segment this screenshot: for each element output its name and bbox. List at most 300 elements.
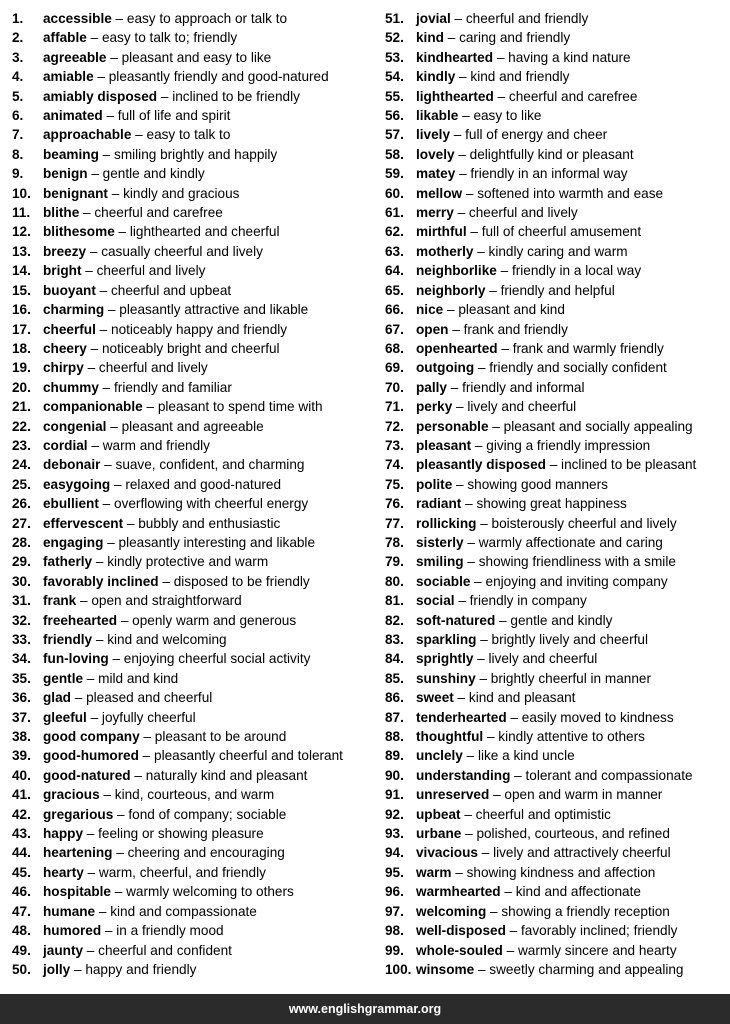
item-definition: – caring and friendly — [443, 30, 571, 46]
item-word: jaunty — [43, 942, 84, 958]
item-number: 95. — [385, 864, 404, 880]
item-word: accessible — [43, 11, 112, 26]
list-item — [12, 358, 364, 377]
item-word: merry — [416, 205, 454, 221]
item-definition: – pleasantly cheerful and tolerant — [138, 748, 343, 764]
item-word: breezy — [43, 243, 87, 259]
list-item — [12, 843, 364, 862]
item-definition: – enjoying and inviting company — [470, 573, 668, 589]
list-item — [12, 436, 364, 455]
list-item — [385, 591, 727, 610]
list-item — [12, 611, 364, 630]
list-item — [385, 378, 727, 397]
item-definition: – enjoying cheerful social activity — [108, 651, 311, 667]
item-definition: – kindly and gracious — [107, 185, 240, 201]
list-item — [385, 630, 727, 649]
item-definition: – kind and compassionate — [95, 903, 257, 919]
item-definition: – lively and attractively cheerful — [477, 845, 671, 861]
item-word: happy — [43, 826, 84, 842]
list-item — [385, 843, 727, 862]
item-word: unreserved — [416, 787, 490, 803]
list-item — [385, 145, 727, 164]
list-item — [12, 805, 364, 824]
list-item — [12, 766, 364, 785]
item-number: 90. — [385, 767, 404, 783]
item-word: lively — [416, 127, 451, 143]
item-number: 52. — [385, 30, 404, 46]
item-definition: – pleasant to be around — [139, 729, 287, 745]
item-definition: – easy to approach or talk to — [111, 11, 288, 26]
item-word: lighthearted — [416, 88, 494, 104]
item-word: buoyant — [43, 282, 96, 298]
item-word: radiant — [416, 496, 462, 512]
item-definition: – lively and cheerful — [452, 399, 577, 415]
item-definition: – showing kindness and affection — [451, 864, 656, 880]
item-word: pleasantly disposed — [416, 457, 546, 473]
item-word: sprightly — [416, 651, 474, 667]
item-definition: – smiling brightly and happily — [98, 146, 278, 162]
item-number: 91. — [385, 787, 404, 803]
item-number: 98. — [385, 923, 404, 939]
item-word: thoughtful — [416, 729, 484, 745]
item-number: 84. — [385, 651, 404, 667]
item-number: 27. — [12, 515, 31, 531]
item-number: 89. — [385, 748, 404, 764]
item-word: hospitable — [43, 884, 111, 900]
item-number: 85. — [385, 670, 404, 686]
item-word: freehearted — [43, 612, 118, 628]
item-number: 10. — [12, 185, 31, 201]
item-number: 1. — [12, 11, 24, 26]
item-word: amiably disposed — [43, 88, 158, 104]
item-number: 78. — [385, 534, 404, 550]
item-definition: – openly warm and generous — [117, 612, 297, 628]
item-number: 83. — [385, 632, 404, 647]
list-item — [12, 572, 364, 591]
item-number: 39. — [12, 748, 31, 764]
item-word: jovial — [416, 11, 451, 26]
item-definition: – open and straightforward — [76, 593, 242, 609]
item-definition: – inclined to be pleasant — [545, 457, 697, 473]
list-item — [385, 494, 727, 513]
item-number: 70. — [385, 379, 404, 395]
list-item — [385, 125, 727, 144]
item-number: 99. — [385, 942, 404, 958]
item-word: upbeat — [416, 806, 461, 822]
item-number: 24. — [12, 457, 31, 473]
item-definition: – kindly caring and warm — [473, 243, 628, 259]
item-word: chummy — [43, 379, 99, 395]
item-definition: – cheerful and lively — [453, 205, 578, 221]
item-number: 30. — [12, 573, 31, 589]
item-definition: – pleasant and kind — [443, 302, 565, 318]
list-item — [12, 746, 364, 765]
list-item — [385, 533, 727, 552]
item-word: easygoing — [43, 476, 111, 492]
list-item — [12, 727, 364, 746]
item-definition: – showing good manners — [452, 476, 608, 492]
item-number: 87. — [385, 709, 404, 725]
item-definition: – relaxed and good-natured — [110, 476, 282, 492]
item-word: sisterly — [416, 534, 464, 550]
item-word: cheery — [43, 340, 87, 356]
item-definition: – lively and cheerful — [473, 651, 598, 667]
item-word: good-natured — [43, 767, 131, 783]
item-definition: – friendly and socially confident — [474, 360, 667, 376]
list-item — [12, 902, 364, 921]
item-word: neighborlike — [416, 263, 497, 279]
item-number: 44. — [12, 845, 31, 861]
item-number: 4. — [12, 69, 24, 85]
item-definition: – noticeably bright and cheerful — [86, 340, 280, 356]
list-item — [385, 28, 727, 47]
item-word: gregarious — [43, 806, 114, 822]
list-item — [385, 785, 727, 804]
item-definition: – pleasantly attractive and likable — [104, 302, 309, 318]
item-word: pally — [416, 379, 447, 395]
item-definition: – gentle and kindly — [495, 612, 613, 628]
item-word: benign — [43, 166, 88, 182]
list-item — [12, 475, 364, 494]
item-definition: – kindly attentive to others — [483, 729, 645, 745]
item-definition: – warm and friendly — [87, 437, 210, 453]
list-item — [12, 688, 364, 707]
item-number: 2. — [12, 30, 24, 46]
item-definition: – warmly affectionate and caring — [463, 534, 663, 550]
item-definition: – in a friendly mood — [101, 923, 224, 939]
item-number: 75. — [385, 476, 404, 492]
item-number: 17. — [12, 321, 31, 337]
list-item — [12, 494, 364, 513]
list-item — [12, 630, 364, 649]
item-word: understanding — [416, 767, 511, 783]
left-column — [12, 9, 364, 979]
list-item — [385, 805, 727, 824]
list-item — [385, 106, 727, 125]
list-item — [385, 727, 727, 746]
item-definition: – gentle and kindly — [87, 166, 205, 182]
item-definition: – frank and warmly friendly — [497, 340, 664, 356]
list-item — [385, 649, 727, 668]
item-word: neighborly — [416, 282, 486, 298]
item-definition: – like a kind uncle — [462, 748, 575, 764]
item-word: sweet — [416, 690, 454, 706]
item-number: 80. — [385, 573, 404, 589]
item-word: approachable — [43, 127, 132, 143]
list-item — [12, 281, 364, 300]
item-number: 40. — [12, 767, 31, 783]
item-word: matey — [416, 166, 456, 182]
item-word: sociable — [416, 573, 471, 589]
item-number: 92. — [385, 806, 404, 822]
item-word: polite — [416, 476, 453, 492]
item-number: 29. — [12, 554, 31, 570]
item-definition: – feeling or showing pleasure — [83, 826, 264, 842]
item-word: humane — [43, 903, 96, 919]
item-word: tenderhearted — [416, 709, 507, 725]
item-definition: – having a kind nature — [493, 49, 631, 65]
item-word: nice — [416, 302, 444, 318]
item-word: warmhearted — [416, 884, 501, 900]
list-item — [12, 222, 364, 241]
list-item — [12, 533, 364, 552]
item-definition: – delightfully kind or pleasant — [454, 146, 634, 162]
list-item — [12, 514, 364, 533]
item-definition: – kind and affectionate — [500, 884, 641, 900]
item-number: 88. — [385, 729, 404, 745]
item-word: vivacious — [416, 845, 478, 861]
item-definition: – pleasant and agreeable — [106, 418, 264, 434]
item-word: beaming — [43, 146, 99, 162]
item-number: 74. — [385, 457, 404, 473]
item-word: lovely — [416, 146, 455, 162]
item-number: 77. — [385, 515, 404, 531]
list-item — [385, 203, 727, 222]
list-item — [385, 766, 727, 785]
item-word: jolly — [43, 961, 71, 977]
list-item — [385, 222, 727, 241]
item-number: 63. — [385, 243, 404, 259]
item-number: 37. — [12, 709, 31, 725]
item-definition: – kind and pleasant — [453, 690, 576, 706]
item-number: 76. — [385, 496, 404, 512]
list-item — [12, 300, 364, 319]
list-item — [12, 378, 364, 397]
item-word: animated — [43, 108, 103, 124]
item-number: 94. — [385, 845, 404, 861]
list-item — [385, 358, 727, 377]
item-word: ebullient — [43, 496, 99, 512]
item-definition: – giving a friendly impression — [471, 437, 651, 453]
item-word: gracious — [43, 787, 100, 803]
item-definition: – bubbly and enthusiastic — [123, 515, 281, 531]
item-word: motherly — [416, 243, 474, 259]
list-item — [12, 9, 364, 28]
item-definition: – warm, cheerful, and friendly — [83, 864, 266, 880]
item-definition: – brightly lively and cheerful — [476, 632, 648, 647]
item-definition: – frank and friendly — [448, 321, 568, 337]
item-definition: – inclined to be friendly — [157, 88, 300, 104]
item-definition: – casually cheerful and lively — [86, 243, 263, 259]
item-word: companionable — [43, 399, 143, 415]
list-item — [12, 863, 364, 882]
item-number: 67. — [385, 321, 404, 337]
list-item — [12, 339, 364, 358]
item-number: 34. — [12, 651, 31, 667]
item-word: cheerful — [43, 321, 96, 337]
item-definition: – friendly in a local way — [496, 263, 642, 279]
item-definition: – easy to like — [458, 108, 542, 124]
item-definition: – full of cheerful amusement — [466, 224, 642, 240]
item-definition: – disposed to be friendly — [158, 573, 310, 589]
item-definition: – pleasant to spend time with — [142, 399, 323, 415]
list-item — [385, 688, 727, 707]
item-word: warm — [416, 864, 452, 880]
list-item — [12, 164, 364, 183]
item-number: 93. — [385, 826, 404, 842]
list-item — [385, 339, 727, 358]
item-definition: – cheerful and lively — [81, 263, 206, 279]
item-definition: – friendly and familiar — [98, 379, 232, 395]
item-word: openhearted — [416, 340, 498, 356]
list-item — [12, 455, 364, 474]
item-number: 73. — [385, 437, 404, 453]
item-definition: – friendly in company — [454, 593, 587, 609]
list-item — [385, 941, 727, 960]
item-number: 14. — [12, 263, 31, 279]
item-number: 6. — [12, 108, 24, 124]
list-item — [12, 941, 364, 960]
list-item — [385, 87, 727, 106]
list-item — [385, 708, 727, 727]
item-definition: – joyfully cheerful — [86, 709, 196, 725]
item-number: 81. — [385, 593, 404, 609]
item-number: 21. — [12, 399, 31, 415]
item-word: fun-loving — [43, 651, 109, 667]
item-number: 31. — [12, 593, 31, 609]
item-number: 68. — [385, 340, 404, 356]
item-word: kindly — [416, 69, 456, 85]
item-number: 50. — [12, 961, 31, 977]
item-definition: – full of energy and cheer — [450, 127, 608, 143]
item-definition: – happy and friendly — [70, 961, 197, 977]
list-item — [385, 281, 727, 300]
item-definition: – cheerful and confident — [83, 942, 232, 958]
item-definition: – warmly sincere and hearty — [502, 942, 677, 958]
item-number: 19. — [12, 360, 31, 376]
list-item — [385, 261, 727, 280]
item-word: perky — [416, 399, 453, 415]
list-item — [12, 28, 364, 47]
list-item — [12, 397, 364, 416]
item-number: 79. — [385, 554, 404, 570]
item-number: 100. — [385, 961, 412, 977]
item-number: 51. — [385, 11, 404, 26]
item-definition: – easy to talk to; friendly — [86, 30, 238, 46]
list-item — [12, 145, 364, 164]
item-number: 59. — [385, 166, 404, 182]
item-number: 66. — [385, 302, 404, 318]
list-item — [385, 164, 727, 183]
item-word: heartening — [43, 845, 113, 861]
item-number: 5. — [12, 88, 24, 104]
item-number: 69. — [385, 360, 404, 376]
list-item — [12, 67, 364, 86]
item-word: pleasant — [416, 437, 472, 453]
item-definition: – softened into warmth and ease — [462, 185, 664, 201]
item-definition: – polished, courteous, and refined — [461, 826, 670, 842]
item-definition: – cheerful and optimistic — [460, 806, 611, 822]
list-item — [385, 514, 727, 533]
item-definition: – boisterously cheerful and lively — [476, 515, 677, 531]
list-item — [12, 320, 364, 339]
item-number: 23. — [12, 437, 31, 453]
list-item — [385, 300, 727, 319]
list-item — [12, 417, 364, 436]
item-word: gleeful — [43, 709, 87, 725]
item-definition: – tolerant and compassionate — [510, 767, 693, 783]
item-number: 64. — [385, 263, 404, 279]
list-item — [12, 882, 364, 901]
list-item — [385, 824, 727, 843]
item-number: 16. — [12, 302, 31, 318]
item-number: 47. — [12, 903, 31, 919]
item-number: 9. — [12, 166, 24, 182]
item-word: congenial — [43, 418, 107, 434]
item-definition: – cheering and encouraging — [112, 845, 285, 861]
list-item — [12, 184, 364, 203]
item-word: urbane — [416, 826, 462, 842]
item-definition: – pleasant and socially appealing — [488, 418, 693, 434]
item-definition: – mild and kind — [83, 670, 179, 686]
list-item — [12, 48, 364, 67]
item-definition: – cheerful and carefree — [79, 205, 223, 221]
item-definition: – showing a friendly reception — [486, 903, 670, 919]
item-definition: – suave, confident, and charming — [100, 457, 305, 473]
list-item — [385, 882, 727, 901]
item-number: 36. — [12, 690, 31, 706]
item-number: 35. — [12, 670, 31, 686]
item-word: kindhearted — [416, 49, 494, 65]
item-definition: – pleasant and easy to like — [106, 49, 272, 65]
item-definition: – pleased and cheerful — [70, 690, 213, 706]
item-number: 97. — [385, 903, 404, 919]
item-number: 11. — [12, 205, 31, 221]
item-definition: – friendly and informal — [446, 379, 585, 395]
list-item — [385, 48, 727, 67]
list-item — [385, 921, 727, 940]
item-number: 12. — [12, 224, 31, 240]
item-number: 57. — [385, 127, 404, 143]
item-number: 32. — [12, 612, 31, 628]
list-item — [12, 708, 364, 727]
item-word: soft-natured — [416, 612, 496, 628]
item-definition: – kind, courteous, and warm — [99, 787, 275, 803]
list-item — [385, 9, 727, 28]
item-number: 20. — [12, 379, 31, 395]
item-word: friendly — [43, 632, 93, 647]
item-definition: – lighthearted and cheerful — [114, 224, 280, 240]
item-word: hearty — [43, 864, 84, 880]
item-definition: – kind and welcoming — [92, 632, 227, 647]
item-word: good company — [43, 729, 140, 745]
item-number: 86. — [385, 690, 404, 706]
list-item — [12, 785, 364, 804]
item-word: sunshiny — [416, 670, 476, 686]
list-item — [12, 106, 364, 125]
item-definition: – kind and friendly — [455, 69, 570, 85]
list-item — [12, 960, 364, 979]
item-definition: – cheerful and lively — [83, 360, 208, 376]
item-word: chirpy — [43, 360, 84, 376]
item-word: whole-souled — [416, 942, 503, 958]
item-definition: – easy to talk to — [131, 127, 231, 143]
footer-website-link[interactable]: www.englishgrammar.org — [0, 994, 730, 1024]
item-word: kind — [416, 30, 444, 46]
list-item — [12, 261, 364, 280]
item-word: charming — [43, 302, 105, 318]
item-number: 25. — [12, 476, 31, 492]
item-word: smiling — [416, 554, 464, 570]
item-number: 42. — [12, 806, 31, 822]
item-number: 28. — [12, 534, 31, 550]
item-number: 43. — [12, 826, 31, 842]
list-item — [12, 125, 364, 144]
item-word: unclely — [416, 748, 463, 764]
item-word: rollicking — [416, 515, 477, 531]
item-word: benignant — [43, 185, 108, 201]
item-number: 3. — [12, 49, 24, 65]
